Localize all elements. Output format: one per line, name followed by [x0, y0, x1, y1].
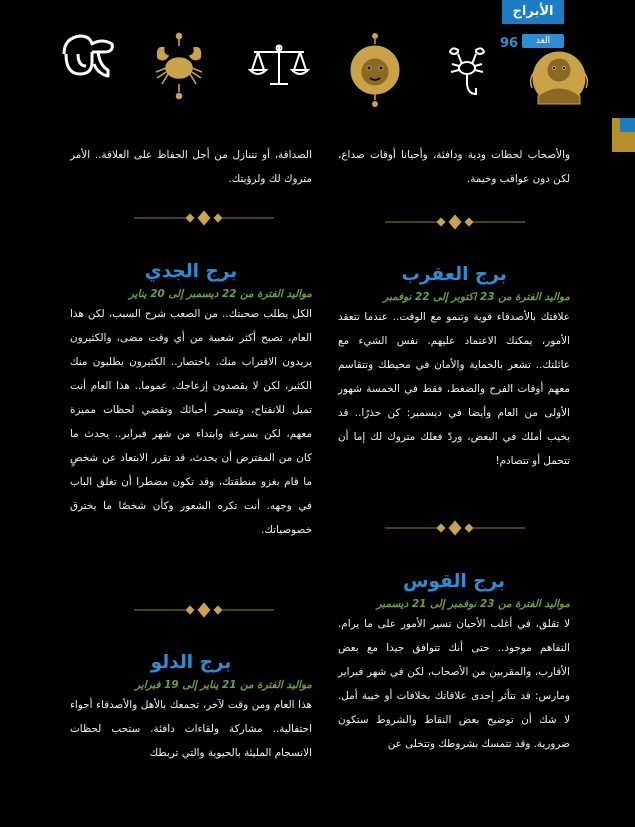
ornament-divider [385, 214, 525, 230]
scorpio-dates: مواليد الفترة من 23 اكتوبر إلى 22 نوفمبر [383, 291, 570, 303]
aquarius-icon [58, 30, 118, 82]
leo-icon [342, 30, 408, 112]
section-tab: الأبراج [502, 0, 564, 24]
ornament-divider [385, 520, 525, 536]
aquarius-title: برج الدلو [150, 652, 232, 673]
scorpio-icon [444, 42, 490, 102]
intro-text-left: الصداقة، أو تتنازل من أجل الحفاظ على العلاقة.. الأمر متروك لك ولرؤيتك. [70, 149, 312, 185]
virgo-icon [526, 38, 592, 114]
cancer-icon [150, 28, 208, 104]
side-tab-marker [612, 118, 635, 152]
aquarius-dates: مواليد الفترة من 21 يناير إلى 19 فبراير [135, 679, 312, 691]
page-number: 96 [500, 36, 519, 51]
sagittarius-dates: مواليد الفترة من 23 نوفمبر إلى 21 ديسمبر [376, 598, 570, 610]
scorpio-text: علاقتك بالأصدقاء قوية وتنمو مع الوقت.. عندما تتعقد الأمور، يمكنك الاعتماد عليهم. نفس الشيء مع عائلتك.. تشعر بالحماية والأمان في محيطك وتتقاسم معهم أوقات الفرح والضغط، فقط في الخمسة شهور الأولى من العام وأيضا في ديسمبر: كن حذرًا.. قد يخيب أملك في البعض، وردّ فعلك متروك لك إما أن تتحمل أو تتصادم! [338, 311, 570, 467]
sagittarius-section [338, 571, 570, 756]
capricorn-text: الكل يطلب صحبتك.. من الصعب شرح السبب، لكن هذا العام، تصبح أكثر شعبية من أي وقت مضى، والكثيرون يريدون الاقتراب منك. باختصار.. الكثيرون يطلبون منك الكثير، لكن لا يقصدون إزعاجك. عموما.. هذا العام أنت تميل للانفتاح، وتسحر أحبائك وتقضي لحظات مميزة معهم، لكن بسرعة وابتداء من شهر فبراير.. يحدث ما كان من المفترض أن يحدث، قد تقرر الابتعاد عن شخصٍ ما قام بغزو منطقتك، وقد تكون مضطرا أن تغلق الباب في وجهه. أنت تكره الشعور وكأن شخصًا ما يخترق خصوصياتك. [70, 308, 312, 536]
scorpio-title: برج العقرب [401, 264, 507, 285]
right-column [338, 143, 570, 191]
capricorn-title: برج الجدي [144, 261, 238, 282]
aquarius-section [70, 652, 312, 765]
scorpio-section [338, 264, 570, 473]
aquarius-text: هذا العام ومن وقت لآخر، تجمعك بالأهل والأصدقاء أجواء احتفالية.. مشاركة ولقاءات دافئة. ستحب لحظات الانسجام المليئة بالحيوية والتي تربطك [70, 699, 312, 759]
sagittarius-text: لا تقلق، في أغلب الأحيان تسير الأمور على ما يرام. التفاهم موجود.. حتى أنك تتوافق جيدا مع بعض الأقارب، والمقربين من الأصحاب، لكن في شهر فبراير ومارس: قد تتأثر إحدى علاقاتك بخلافات أو خيبة أمل. لا شك أن توضيح بعض النقاط والشروط ستكون ضرورية. وقد تتمسك بشروطك وتتخلى عن [338, 618, 570, 750]
capricorn-section [70, 261, 312, 542]
intro-text-right: والأصحاب لحظات ودية ودافئة، وأحيانا أوقات صداع، لكن دون عواقب وخيمة. [338, 149, 570, 185]
libra-icon [248, 40, 310, 92]
ornament-divider [134, 602, 274, 618]
mini-logo: الغد [522, 34, 564, 48]
left-column [70, 143, 312, 191]
ornament-divider [134, 210, 274, 226]
capricorn-dates: مواليد الفترة من 22 ديسمبر إلى 20 يناير [128, 288, 312, 300]
sagittarius-title: برج القوس [403, 571, 505, 592]
